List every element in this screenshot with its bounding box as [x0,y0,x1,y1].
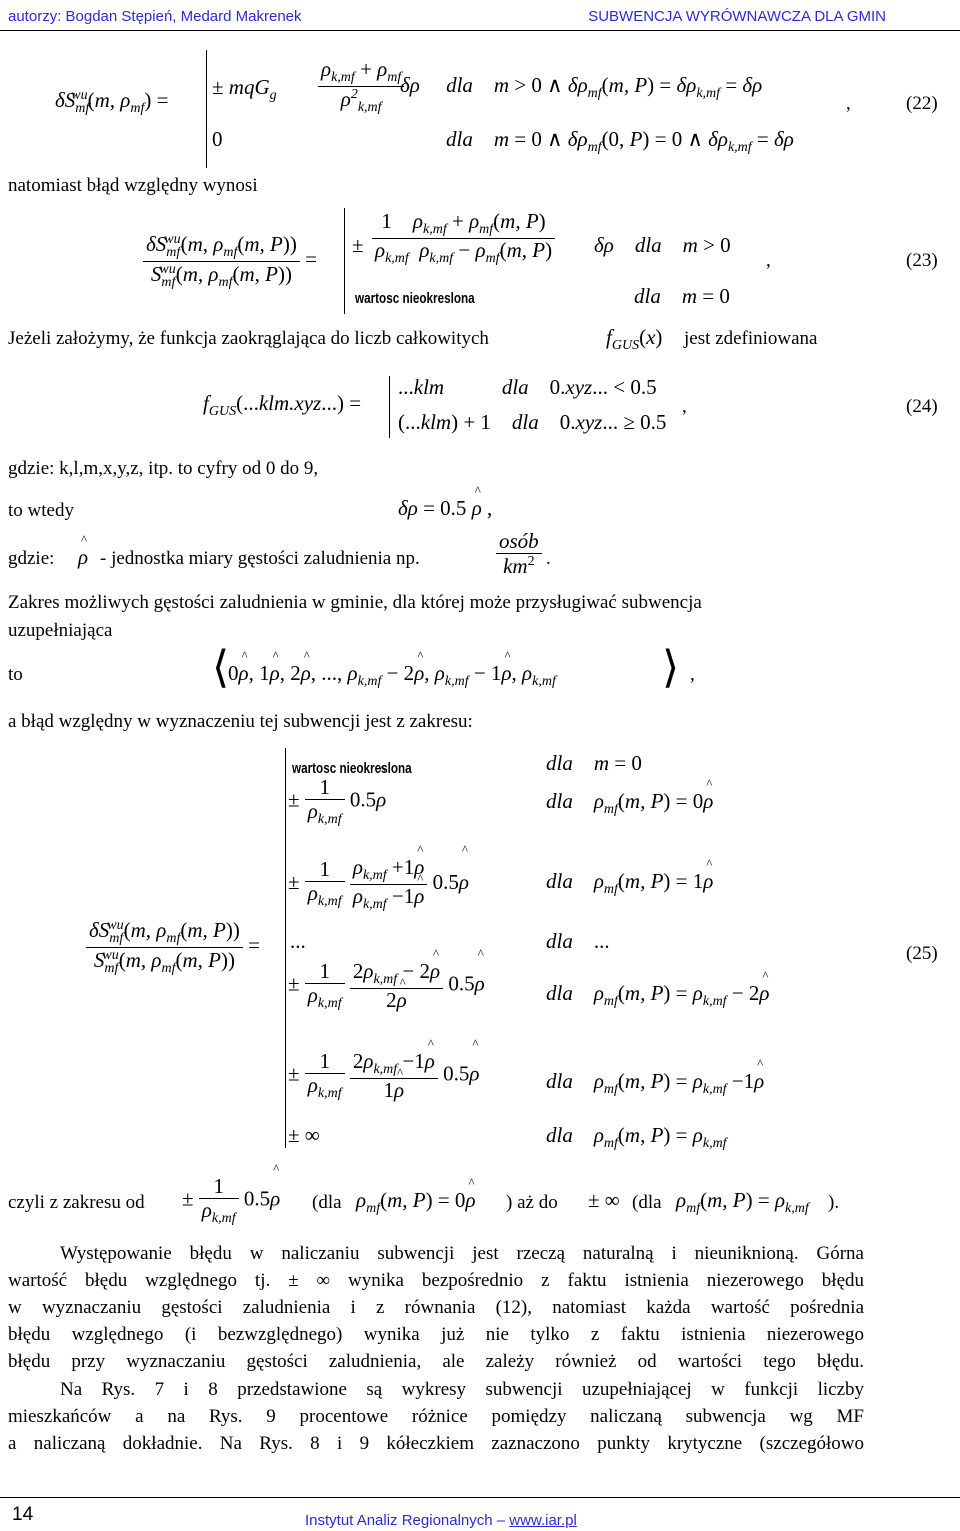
equation-number: (23) [906,250,938,271]
footer-institute: Instytut Analiz Regionalnych – www.iar.pl [305,1512,577,1529]
equation-number: (22) [906,93,938,114]
text-blad: a błąd względny w wyznaczeniu tej subwencji jest z zakresu: [8,711,473,732]
text-to: to [8,664,23,685]
text-zakres: Zakres możliwych gęstości zaludnienia w gminie, dla której może przysługiwać subwencja [8,592,702,613]
undefined-label: wartosc nieokreslona [355,290,475,307]
text-to-wtedy: to wtedy [8,500,74,521]
text-jezeli: Jeżeli założymy, że funkcja zaokrąglająca do liczb całkowitych [8,328,489,349]
text-jest-zdef: jest zdefiniowana [684,328,818,349]
page-header [0,6,960,31]
text-gdzie1: gdzie: k,l,m,x,y,z, itp. to cyfry od 0 do 9, [8,458,319,479]
text-uzupelniajaca: uzupełniająca [8,620,113,641]
unit-denominator: km [503,554,528,579]
page-footer [0,1497,960,1531]
unit-numerator: osób [496,530,542,554]
page-number: 14 [12,1504,34,1525]
equation-number: (24) [906,396,938,417]
footer-link[interactable]: www.iar.pl [509,1512,577,1529]
text-jednostka: - jednostka miary gęstości zaludnienia np. [100,548,420,569]
header-section: SUBWENCJA WYRÓWNAWCZA DLA GMIN [588,8,886,25]
text-natomiast: natomiast błąd względny wynosi [8,175,258,196]
equation-number: (25) [906,943,938,964]
text-gdzie2: gdzie: [8,548,55,569]
undefined-label: wartosc nieokreslona [292,760,412,777]
header-authors: autorzy: Bogdan Stępień, Medard Makrenek [8,8,302,25]
